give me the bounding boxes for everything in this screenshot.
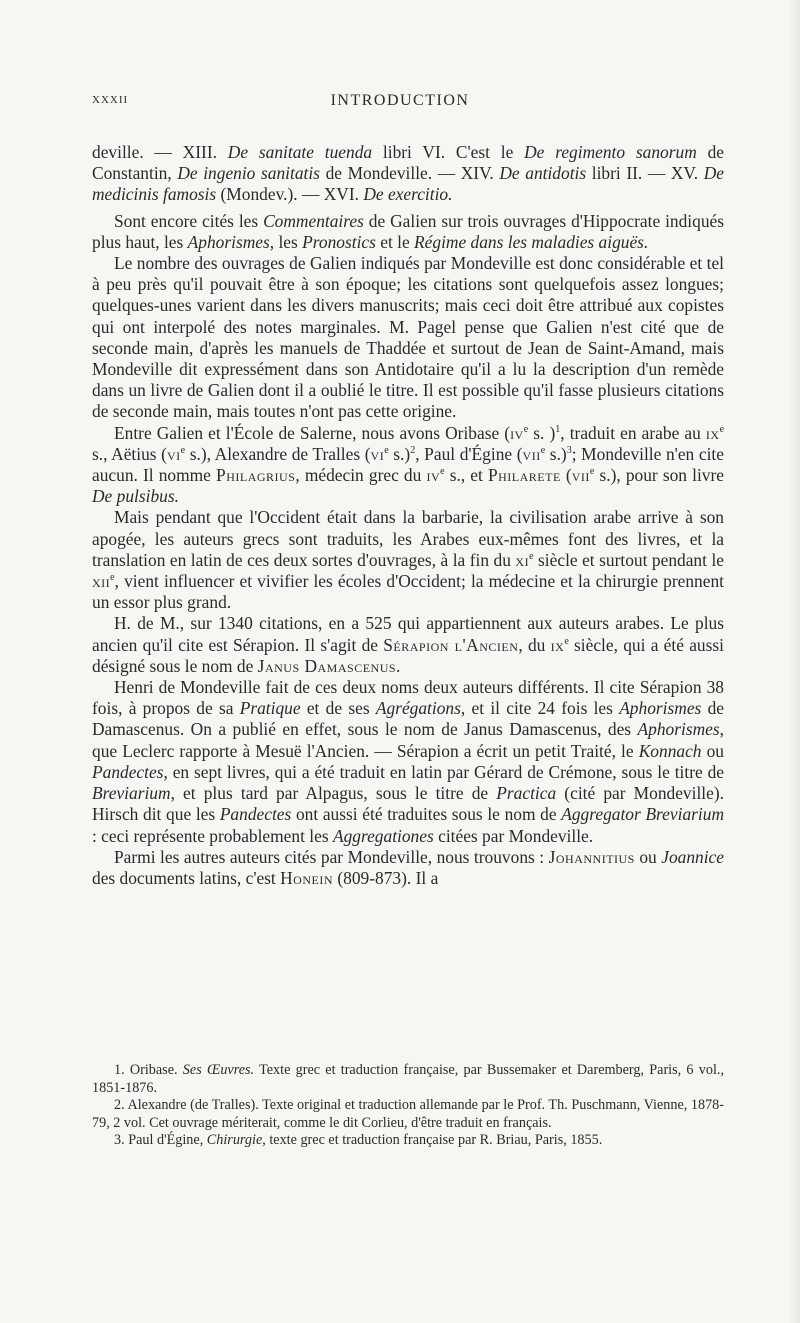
text-run: de Galien sur trois ouvrages d'Hippocrate indiqués plus haut, les — [92, 210, 725, 252]
text-run: ont aussi été traduites sous le nom de — [291, 804, 562, 825]
book-title: Aphorismes — [619, 698, 702, 719]
text-run: de Constantin, — [92, 142, 725, 184]
book-title: Aphorismes — [187, 231, 270, 252]
text-run: et de ses — [300, 698, 376, 719]
text-run: , Paul d'Égine ( — [415, 443, 523, 464]
book-title: Agrégations — [375, 698, 461, 719]
book-title: De exercitio. — [363, 184, 453, 205]
text-run: (cité par Mondeville). Hirsch dit que les — [92, 783, 724, 825]
footnote-ref-1[interactable]: 1 — [555, 423, 561, 435]
century-numeral: xi — [515, 549, 530, 570]
book-title: Practica — [496, 783, 557, 804]
text-run: s. ) — [528, 422, 556, 443]
century-numeral: iv — [510, 422, 524, 443]
text-run: ; Mondeville n'en cite aucun. Il nomme — [92, 443, 724, 486]
text-run: , texte grec et traduction française par R. Briau, Paris, 1855. — [262, 1132, 603, 1148]
text-run: , vient influencer et vivifier les écoles d'Occident; la médecine et la chirurgie prennent un essor plus grand. — [92, 571, 724, 613]
text-run: libri II. — XV. — [586, 163, 704, 184]
text-run: s., Aëtius ( — [92, 443, 167, 464]
superscript: e — [440, 466, 445, 478]
text-run: : ceci représente probablement les — [92, 825, 333, 846]
author-name: Johannitius — [548, 846, 635, 867]
text-run: s.), Alexandre de Tralles ( — [185, 443, 371, 464]
text-run: Mais pendant que l'Occident était dans la barbarie, la civilisation arabe arrive à son apogée, les auteurs grecs sont traduits, les Arabes eux-mêmes font des livres, et la translation en latin de ces deux sortes d'ouvrages, à la fin du — [92, 507, 724, 570]
book-title: Chirurgie — [206, 1132, 263, 1148]
text-run: , médecin grec du — [295, 465, 427, 486]
century-numeral: vi — [370, 443, 385, 464]
paragraph-occident — [92, 507, 724, 613]
book-title: Pratique — [239, 698, 301, 719]
text-run: libri VI. C'est le — [372, 142, 525, 162]
text-run: deville. — XIII. — [92, 142, 228, 162]
book-title: Régime dans les maladies aiguës. — [414, 231, 649, 252]
page-number: XXXII — [92, 94, 129, 106]
book-title: Aggregator Breviarium — [561, 804, 725, 825]
paragraph-nombre-ouvrages: Le nombre des ouvrages de Galien indiqués par Mondeville est donc considérable et tel à peu près qu'il pouvait être à son époque; les citations sont quelquefois assez longues; quelques-unes varient dans les divers manuscrits; mais ceci doit être attribué aux copistes qui ont interpolé des notes marginales. M. Pagel pense que Galien n'est cité que de seconde main, d'après les manuels de Thaddée et surtout de Jean de Saint-Amand, mais Mondeville dit expressément dans son Antidotaire qu'il a lu la description d'un remède dans un livre de Galien dont il a oublié le titre. Il est possible qu'il fasse plusieurs citations de seconde main, mais toutes n'ont pas cette origine. — [92, 253, 724, 422]
footnote-ref-3[interactable]: 3 — [566, 445, 572, 457]
text-run: 1. Oribase. — [114, 1062, 183, 1078]
text-run: (809-873). Il a — [333, 867, 439, 888]
footnote-ref-2[interactable]: 2 — [410, 445, 416, 457]
superscript: e — [540, 445, 546, 457]
page-edge-shadow — [788, 0, 800, 1323]
book-title: Pronostics — [302, 231, 376, 252]
text-run: Sont encore cités les — [114, 210, 264, 231]
author-name: Philagrius — [216, 465, 296, 486]
century-numeral: vii — [571, 465, 590, 486]
book-title: De ingenio sanitatis — [177, 163, 320, 184]
text-run: , en sept livres, qui a été traduit en latin par Gérard de Crémone, sous le titre de — [163, 761, 724, 782]
superscript: e — [529, 551, 534, 563]
paragraph-autres-auteurs — [92, 847, 724, 889]
text-run: ou — [634, 846, 662, 867]
paragraph-citations-arabes — [92, 613, 724, 677]
century-numeral: xii — [92, 571, 111, 592]
paragraph-serapion — [92, 677, 724, 847]
text-run: , et il cite 24 fois les — [460, 698, 620, 719]
footnotes — [92, 1062, 724, 1150]
book-title: Commentaires — [263, 210, 364, 231]
author-name: Philarete — [487, 465, 561, 486]
text-run: Texte grec et traduction française, par Bussemaker et Daremberg, Paris, 6 vol., 1851-1876. — [92, 1062, 724, 1096]
book-title: De regimento sanorum — [524, 142, 697, 162]
author-name: Honein — [280, 867, 334, 888]
book-title: De pulsibus. — [92, 486, 179, 507]
superscript: e — [180, 445, 186, 457]
text-run: citées par Mondeville. — [433, 825, 594, 846]
superscript: e — [384, 445, 389, 457]
book-title: Konnach — [638, 740, 702, 761]
footnote-1 — [92, 1062, 724, 1097]
text-run: ( — [560, 465, 572, 486]
text-run: des documents latins, c'est — [92, 867, 281, 888]
superscript: e — [523, 423, 529, 435]
running-title: INTRODUCTION — [330, 92, 470, 109]
book-title: Ses Œuvres. — [182, 1062, 255, 1078]
book-title: Breviarium — [92, 783, 171, 804]
footnote-2: 2. Alexandre (de Tralles). Texte original et traduction allemande par le Prof. Th. Puschmann, Vienne, 1878-79, 2 vol. Cet ouvrage mériterait, comme le dit Corlieu, d'être traduit en français. — [92, 1097, 724, 1131]
book-title: De medicinis famosis — [92, 163, 724, 205]
paragraph-commentaires — [92, 211, 724, 253]
text-run: Parmi les autres auteurs cités par Mondeville, nous trouvons : — [114, 846, 549, 867]
text-run: siècle, qui a été aussi désigné sous le nom de — [92, 634, 724, 676]
book-title: Pandectes — [92, 761, 164, 782]
text-run: s.) — [388, 443, 411, 464]
superscript: e — [564, 635, 569, 647]
text-run: s.), pour son livre — [594, 465, 724, 486]
text-run: de Damascenus. On a publié en effet, sous le nom de Janus Damascenus, des — [92, 698, 724, 740]
century-numeral: ix — [550, 634, 565, 655]
text-run: , les — [269, 231, 303, 252]
text-run: , que Leclerc rapporte à Mesuë l'Ancien. — Sérapion a écrit un petit Traité, le — [92, 719, 724, 761]
text-run: siècle et surtout pendant le — [533, 549, 724, 570]
text-run: et le — [375, 231, 415, 252]
superscript: e — [110, 572, 115, 584]
book-title: Aggregationes — [332, 825, 434, 846]
book-title: De antidotis — [499, 163, 587, 184]
text-run: ou — [701, 740, 724, 761]
text-run: , et plus tard par Alpagus, sous le titre de — [170, 783, 497, 804]
superscript: e — [589, 466, 595, 478]
century-numeral: ix — [705, 422, 720, 443]
text-run: H. de M., sur 1340 citations, en a 525 qui appartiennent aux auteurs arabes. Le plus ancien qu'il cite est Sérapion. Il s'agit de — [92, 613, 724, 655]
century-numeral: vii — [522, 443, 541, 464]
paragraph-list-continuation — [92, 142, 724, 206]
text-run: 3. Paul d'Égine, — [114, 1132, 207, 1148]
century-numeral: iv — [426, 465, 441, 486]
text-run: s., et — [444, 465, 488, 486]
text-run: , du — [518, 634, 551, 655]
text-run: Henri de Mondeville fait de ces deux noms deux auteurs différents. Il cite Sérapion 38 fois, à propos de sa — [92, 677, 724, 719]
footnote-3 — [92, 1132, 724, 1150]
text-run: Entre Galien et l'École de Salerne, nous avons Oribase ( — [114, 422, 511, 443]
paragraph-galien-salerne — [92, 423, 724, 508]
text-run: , traduit en arabe au — [560, 422, 706, 443]
text-run: s.) — [545, 443, 567, 464]
text-run: de Mondeville. — XIV. — [319, 163, 500, 184]
author-name: Joannice — [661, 846, 724, 867]
book-title: Aphorismes — [637, 719, 720, 740]
book-title: Pandectes — [219, 804, 292, 825]
author-name: Janus Damascenus. — [257, 655, 401, 676]
author-name: Sérapion l'Ancien — [383, 634, 519, 655]
main-text — [92, 142, 724, 889]
text-run: (Mondev.). — XVI. — [216, 184, 364, 205]
century-numeral: vi — [166, 443, 181, 464]
superscript: e — [719, 423, 725, 435]
book-title: De sanitate tuenda — [227, 142, 373, 162]
